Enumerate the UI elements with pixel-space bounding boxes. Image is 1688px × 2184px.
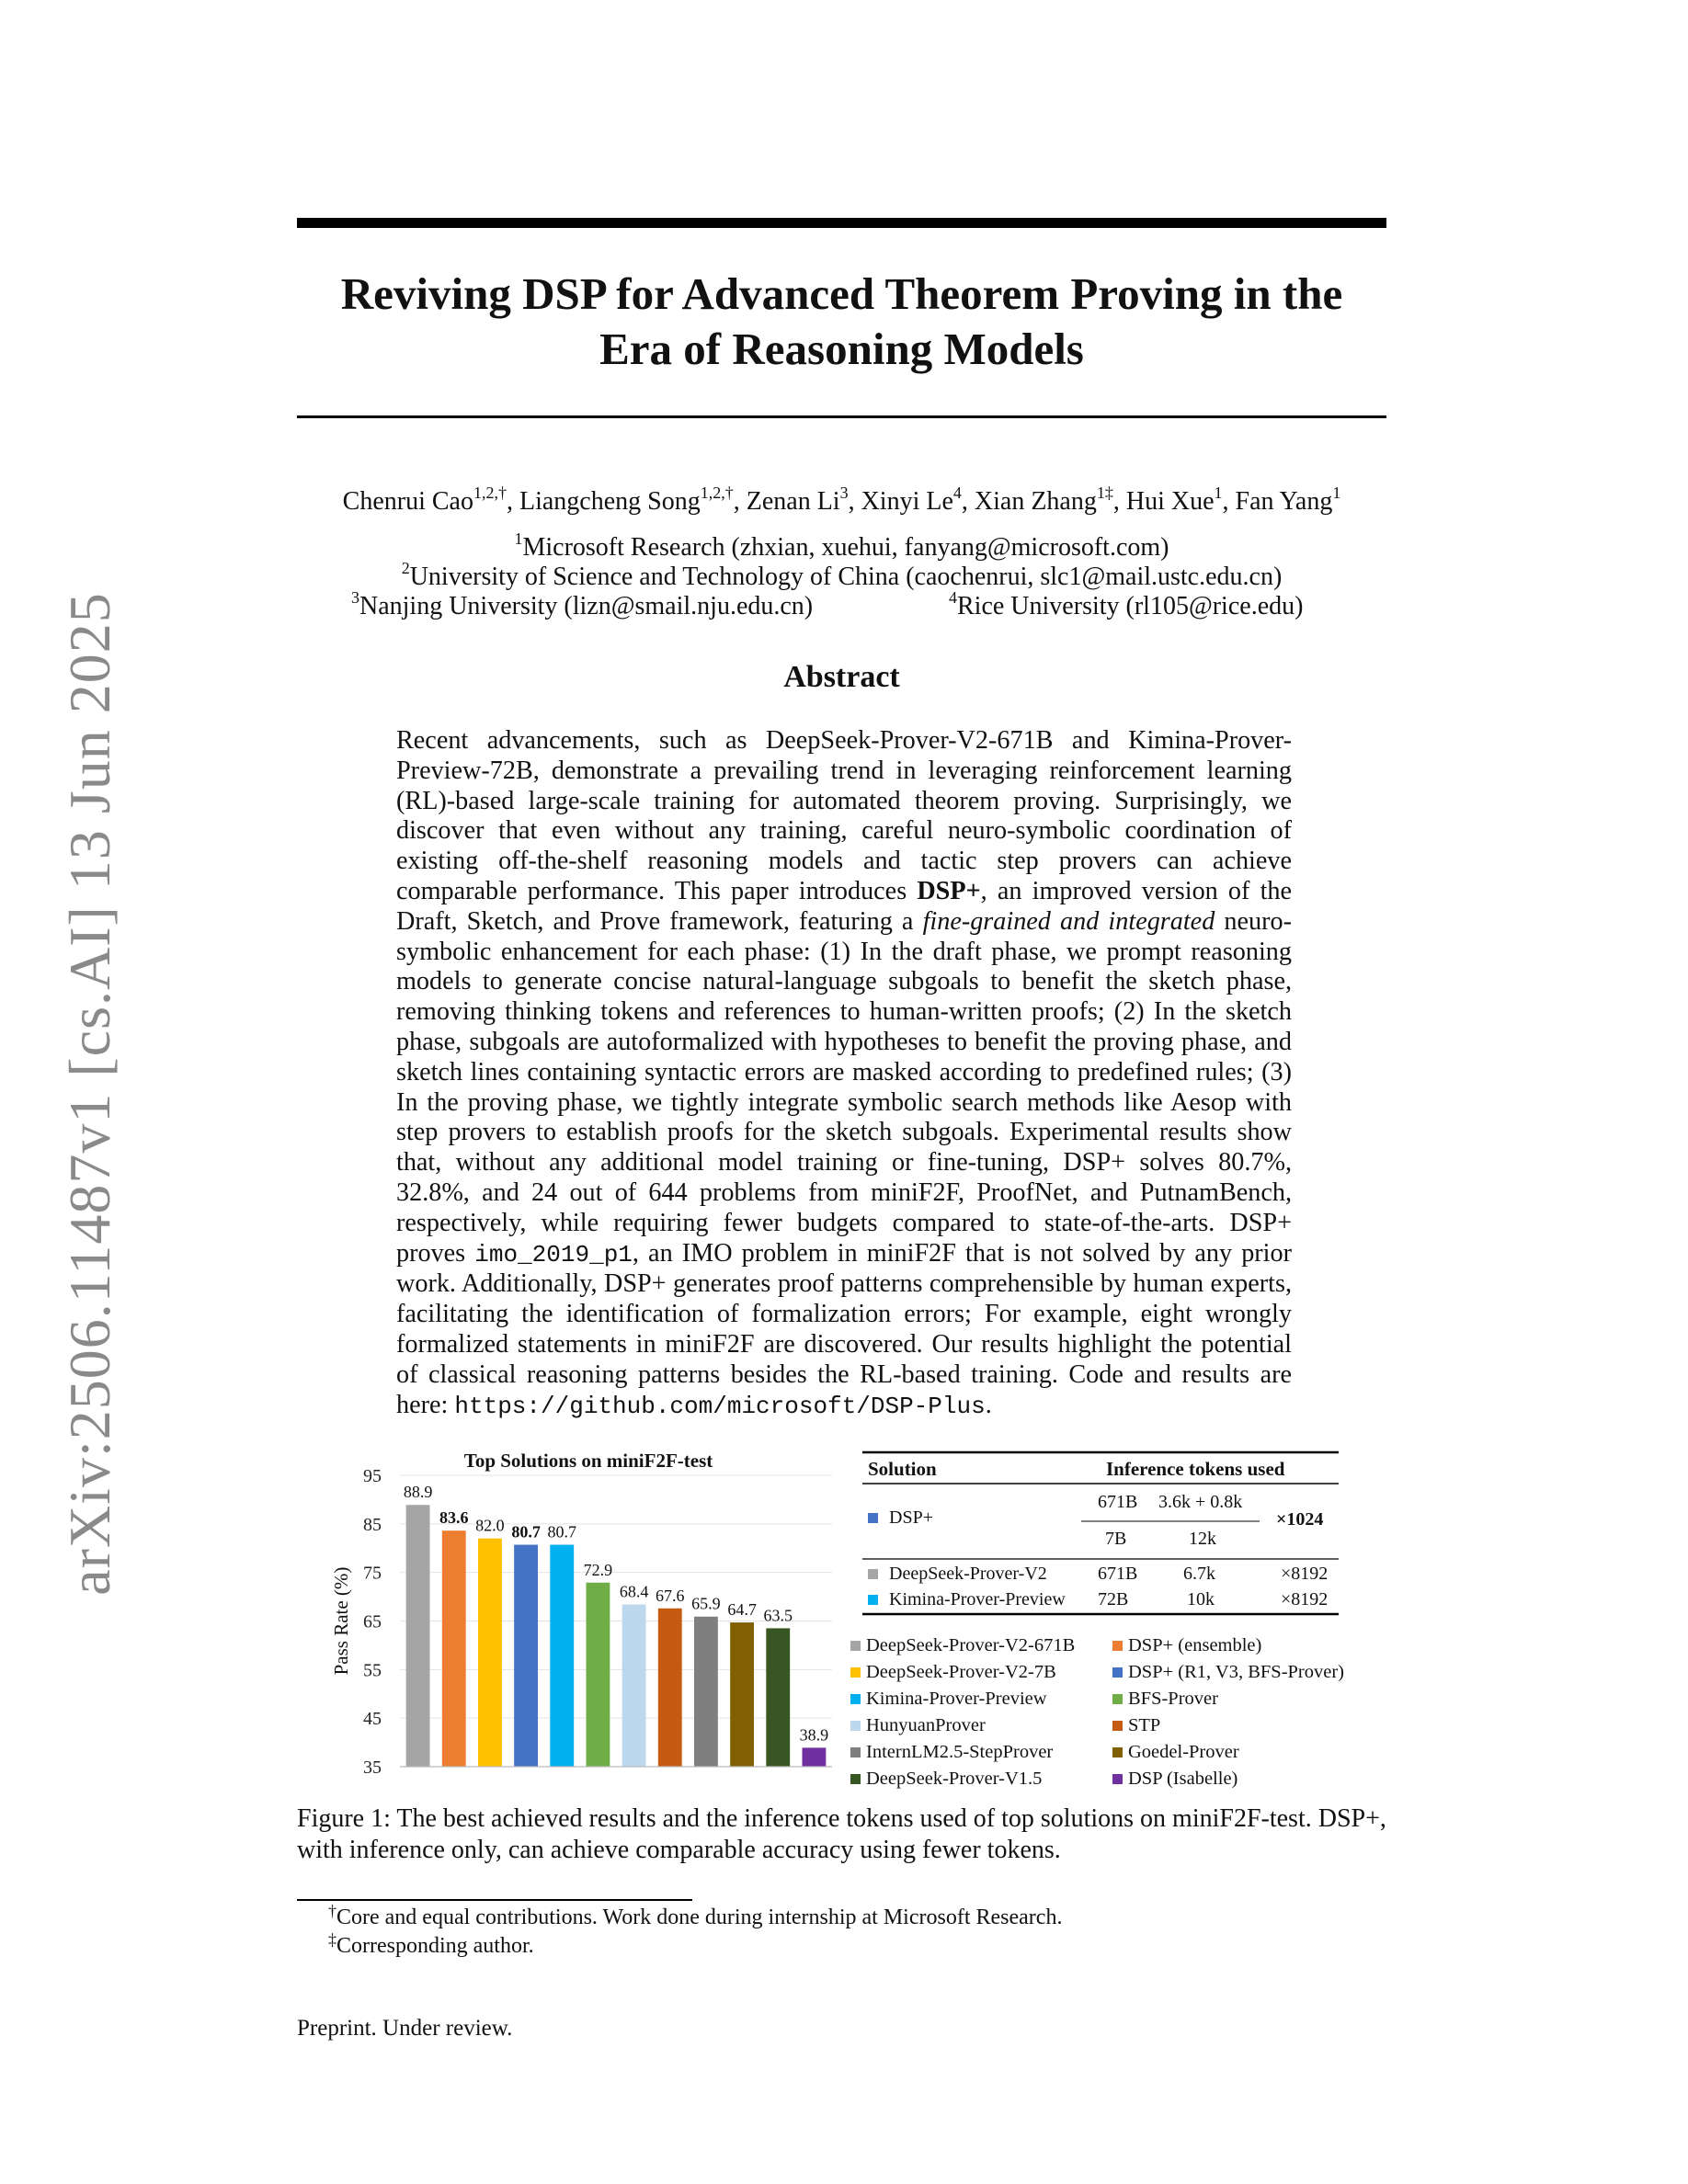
bar-value-label: 80.7 — [511, 1522, 541, 1541]
table-row: Kimina-Prover-Preview — [868, 1589, 1066, 1610]
y-tick-label: 75 — [363, 1563, 382, 1584]
legend-swatch — [1112, 1721, 1123, 1731]
legend-item — [850, 1769, 1112, 1790]
preprint-note: Preprint. Under review. — [297, 2016, 513, 2041]
bar — [802, 1747, 826, 1767]
dsp-swatch — [868, 1513, 878, 1523]
bar — [766, 1628, 790, 1767]
legend-swatch — [850, 1641, 861, 1651]
bar-value-label: 67.6 — [656, 1586, 685, 1605]
legend-label: BFS-Prover — [1128, 1689, 1218, 1709]
bar-value-label: 88.9 — [403, 1483, 433, 1502]
arxiv-identifier-text: arXiv:2506.11487v1 [cs.AI] 13 Jun 2025 — [57, 592, 122, 1596]
bar-value-label: 68.4 — [619, 1582, 649, 1601]
legend-swatch — [850, 1667, 861, 1678]
y-tick-label: 45 — [363, 1709, 382, 1730]
dsp-tokens-2: 12k — [1189, 1529, 1216, 1549]
legend-label: DSP+ (ensemble) — [1128, 1635, 1262, 1655]
bar — [406, 1505, 430, 1767]
legend-label: Kimina-Prover-Preview — [866, 1689, 1047, 1709]
bar — [586, 1583, 610, 1767]
row-swatch — [868, 1595, 878, 1605]
chart-legend — [850, 1635, 1365, 1790]
dsp-multiplier: ×1024 — [1276, 1509, 1324, 1530]
legend-item — [850, 1742, 1112, 1763]
legend-item — [1112, 1742, 1370, 1763]
row-multiplier: ×8192 — [1281, 1564, 1329, 1584]
bar-value-label: 38.9 — [799, 1725, 829, 1745]
bar — [442, 1530, 466, 1767]
figure-caption: Figure 1: The best achieved results and the inference tokens used of top solutions on miniF2F-test. DSP+, with inference only, can achieve comparable accuracy using fewer tokens. — [297, 1804, 1386, 1864]
tokens-table — [862, 1450, 1339, 1621]
paper-title — [297, 267, 1386, 377]
legend-item — [850, 1715, 1112, 1736]
chart-title: Top Solutions on miniF2F-test — [463, 1450, 713, 1472]
y-tick-label: 65 — [363, 1611, 382, 1632]
affiliation-2: $^2$University of Science and Technology of China (caochenrui, slc1@mail.ustc.edu.cn) — [401, 559, 1283, 591]
y-axis-label: Pass Rate (%) — [330, 1566, 352, 1676]
author: Xinyi Le$^4$ — [861, 483, 962, 516]
footnote-1: †Core and equal contributions. Work done during internship at Microsoft Research. — [328, 1902, 1063, 1929]
dsp-model-2: 7B — [1105, 1529, 1127, 1549]
y-tick-label: 85 — [363, 1514, 382, 1535]
legend-item — [1112, 1715, 1370, 1736]
legend-label: DeepSeek-Prover-V2-7B — [866, 1662, 1056, 1682]
table-header-tokens: Inference tokens used — [1106, 1458, 1285, 1480]
legend-item — [1112, 1689, 1370, 1710]
legend-item — [850, 1635, 1112, 1656]
table-row: DeepSeek-Prover-V2 — [868, 1564, 1047, 1585]
legend-swatch — [850, 1747, 861, 1757]
bar-value-label: 83.6 — [439, 1508, 469, 1528]
arxiv-identifier — [51, 592, 129, 1596]
dsp-tokens-1: 3.6k + 0.8k — [1158, 1492, 1243, 1512]
legend-swatch — [1112, 1641, 1123, 1651]
legend-item — [1112, 1769, 1370, 1790]
row-model: 671B — [1098, 1564, 1138, 1584]
legend-swatch — [1112, 1694, 1123, 1704]
abstract-heading: Abstract — [783, 660, 900, 694]
dsp-model-1: 671B — [1098, 1492, 1138, 1512]
author: Zenan Li$^3$ — [746, 483, 849, 516]
legend-item — [1112, 1635, 1370, 1656]
author: Liangcheng Song$^{1,2,\dagger}$ — [519, 483, 734, 516]
abstract-body: Recent advancements, such as DeepSeek-Prover-V2-671B and Kimina-Prover-Preview-72B, demonstrate a prevailing trend in leveraging reinforcement learning (RL)-based large-scale training for automated theorem proving. Surprisingly, we discover that even without any training, careful neuro-symbolic coordination of existing off-the-shelf reasoning models and tactic step provers can achieve comparable performance. This paper introduces DSP+, an improved version of the Draft, Sketch, and Prove framework, featuring a fine-grained and integrated neuro-symbolic enhancement for each phase: (1) In the draft phase, we prompt reasoning models to generate concise natural-language subgoals to benefit the sketch phase, removing thinking tokens and references to human-written proofs; (2) In the sketch phase, subgoals are autoformalized with hypotheses to benefit the proving phase, and sketch lines containing syntactic errors are masked according to predefined rules; (3) In the proving phase, we tightly integrate symbolic search methods like Aesop with step provers to establish proofs for the sketch subgoals. Experimental results show that, without any additional model training or fine-tuning, DSP+ solves 80.7%, 32.8%, and 24 out of 644 problems from miniF2F, ProofNet, and PutnamBench, respectively, while requiring fewer budgets compared to state-of-the-arts. DSP+ proves imo_2019_p1, an IMO problem in miniF2F that is not solved by any prior work. Additionally, DSP+ generates proof patterns comprehensible by human experts, facilitating the identification of formalization errors; For example, eight wrongly formalized statements in miniF2F are discovered. Our results highlight the potential of classical reasoning patterns besides the RL-based training. Code and results are here: https://github.com/microsoft/DSP-Plus. — [396, 726, 1293, 1420]
legend-swatch — [850, 1721, 861, 1731]
bar-value-label: 63.5 — [763, 1606, 793, 1625]
row-model: 72B — [1098, 1589, 1129, 1610]
row-swatch — [868, 1569, 878, 1579]
author: Chenrui Cao$^{1,2,\dagger}$ — [342, 483, 507, 516]
legend-swatch — [850, 1774, 861, 1784]
legend-item — [1112, 1662, 1370, 1683]
legend-item — [850, 1662, 1112, 1683]
bar — [658, 1609, 682, 1767]
bar-value-label: 72.9 — [583, 1560, 613, 1579]
y-tick-label: 95 — [363, 1466, 382, 1486]
title-line-2: Era of Reasoning Models — [599, 324, 1084, 374]
author: Hui Xue$^1$ — [1125, 483, 1223, 516]
footnote-rule — [297, 1899, 692, 1901]
y-tick-label: 55 — [363, 1660, 382, 1681]
table-row-dsp: DSP+ — [868, 1507, 933, 1529]
legend-label: InternLM2.5-StepProver — [866, 1742, 1054, 1762]
title-line-1: Reviving DSP for Advanced Theorem Proving in the — [340, 268, 1343, 319]
legend-label: HunyuanProver — [866, 1715, 986, 1735]
row-tokens: 10k — [1187, 1589, 1215, 1610]
legend-swatch — [850, 1694, 861, 1704]
affiliation-1: $^1$Microsoft Research (zhxian, xuehui, fanyang@microsoft.com) — [514, 529, 1169, 562]
affiliation-4: $^4$Rice University (rl105@rice.edu) — [949, 588, 1304, 620]
legend-swatch — [1112, 1774, 1123, 1784]
legend-label: DeepSeek-Prover-V2-671B — [866, 1635, 1076, 1655]
legend-label: DSP+ (R1, V3, BFS-Prover) — [1128, 1662, 1345, 1682]
bar-value-label: 65.9 — [691, 1594, 721, 1613]
legend-label: STP — [1128, 1715, 1161, 1735]
title-top-rule — [297, 218, 1386, 228]
bar-chart — [322, 1462, 837, 1792]
bar — [694, 1617, 718, 1767]
title-bottom-rule — [297, 415, 1386, 418]
legend-label: Goedel-Prover — [1128, 1742, 1239, 1762]
author: Fan Yang$^1$ — [1235, 483, 1341, 516]
author: Xian Zhang$^{1\ddagger}$ — [974, 483, 1113, 516]
y-tick-label: 35 — [363, 1757, 382, 1778]
bar-value-label: 64.7 — [727, 1600, 757, 1620]
table-header-solution: Solution — [868, 1458, 937, 1480]
bar — [550, 1545, 574, 1767]
legend-swatch — [1112, 1747, 1123, 1757]
bar-value-label: 80.7 — [547, 1522, 576, 1541]
row-multiplier: ×8192 — [1281, 1589, 1329, 1610]
bar — [514, 1545, 538, 1767]
code-link[interactable]: https://github.com/microsoft/DSP-Plus — [454, 1392, 986, 1420]
author-list: Chenrui Cao$^{1,2,\dagger}$, Liangcheng Song$^{1,2,\dagger}$, Zenan Li$^3$, Xinyi Le$^4$, Xian Zhang$^{1\ddagger}$, Hui Xue$^1$, Fan Yang$^1$ — [342, 483, 1341, 516]
footnote-2: ‡Corresponding author. — [328, 1930, 534, 1958]
legend-label: DSP (Isabelle) — [1128, 1769, 1238, 1789]
legend-item — [850, 1689, 1112, 1710]
legend-label: DeepSeek-Prover-V1.5 — [866, 1769, 1043, 1789]
row-tokens: 6.7k — [1183, 1564, 1215, 1584]
bar — [478, 1539, 502, 1767]
legend-swatch — [1112, 1667, 1123, 1678]
bar — [730, 1622, 754, 1767]
bar-value-label: 82.0 — [475, 1516, 505, 1535]
bar — [622, 1605, 646, 1767]
affiliation-3: $^3$Nanjing University (lizn@smail.nju.edu.cn) — [351, 588, 814, 620]
